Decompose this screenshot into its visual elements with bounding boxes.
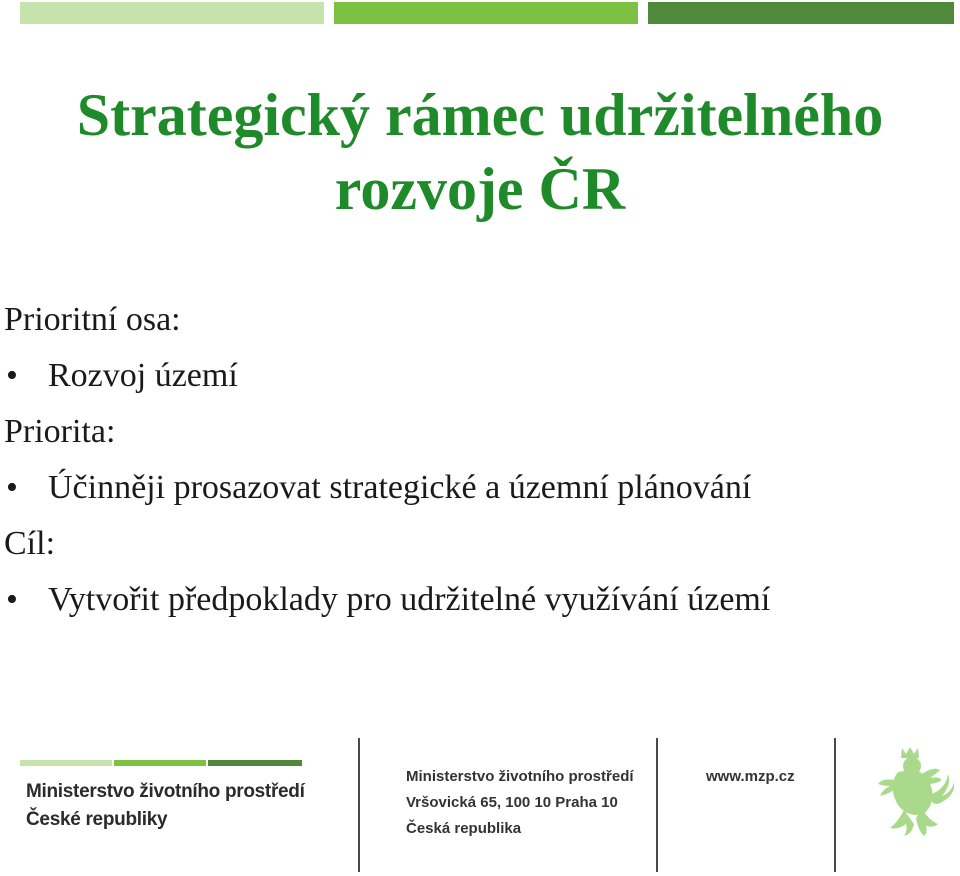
website-link[interactable]: www.mzp.cz <box>706 768 795 785</box>
footer-divider-3 <box>834 738 836 872</box>
top-bar-light <box>20 2 324 24</box>
title-line-1: Strategický rámec udržitelného <box>76 82 884 148</box>
bullet-goal: • Vytvořit předpoklady pro udržitelné využívání území <box>4 572 944 628</box>
heading-goal: Cíl: <box>4 525 56 562</box>
slide-title <box>0 78 960 226</box>
heading-priority-axis: Prioritní osa: <box>4 301 181 338</box>
footer-divider-1 <box>358 738 360 872</box>
top-bar-dark <box>648 2 954 24</box>
ministry-country: České republiky <box>26 809 168 830</box>
footer-divider-2 <box>656 738 658 872</box>
lion-emblem-icon <box>872 744 954 840</box>
bullet-priority-axis: • Rozvoj území <box>4 348 944 404</box>
footer <box>0 738 960 876</box>
ministry-logo-text <box>26 778 305 834</box>
slide-content <box>4 292 944 628</box>
ministry-name: Ministerstvo životního prostředí <box>26 781 305 802</box>
bullet-priority: • Účinněji prosazovat strategické a územní plánování <box>4 460 944 516</box>
title-line-2: rozvoje ČR <box>334 156 626 222</box>
address-line-2: Vršovická 65, 100 10 Praha 10 <box>406 794 618 811</box>
footer-bar-dark <box>208 760 302 766</box>
address-line-1: Ministerstvo životního prostředí <box>406 768 634 785</box>
footer-bar-mid <box>114 760 206 766</box>
top-bar-mid <box>334 2 638 24</box>
address-line-3: Česká republika <box>406 820 522 837</box>
heading-priority: Priorita: <box>4 413 116 450</box>
ministry-address <box>406 764 634 842</box>
footer-bar-light <box>20 760 112 766</box>
